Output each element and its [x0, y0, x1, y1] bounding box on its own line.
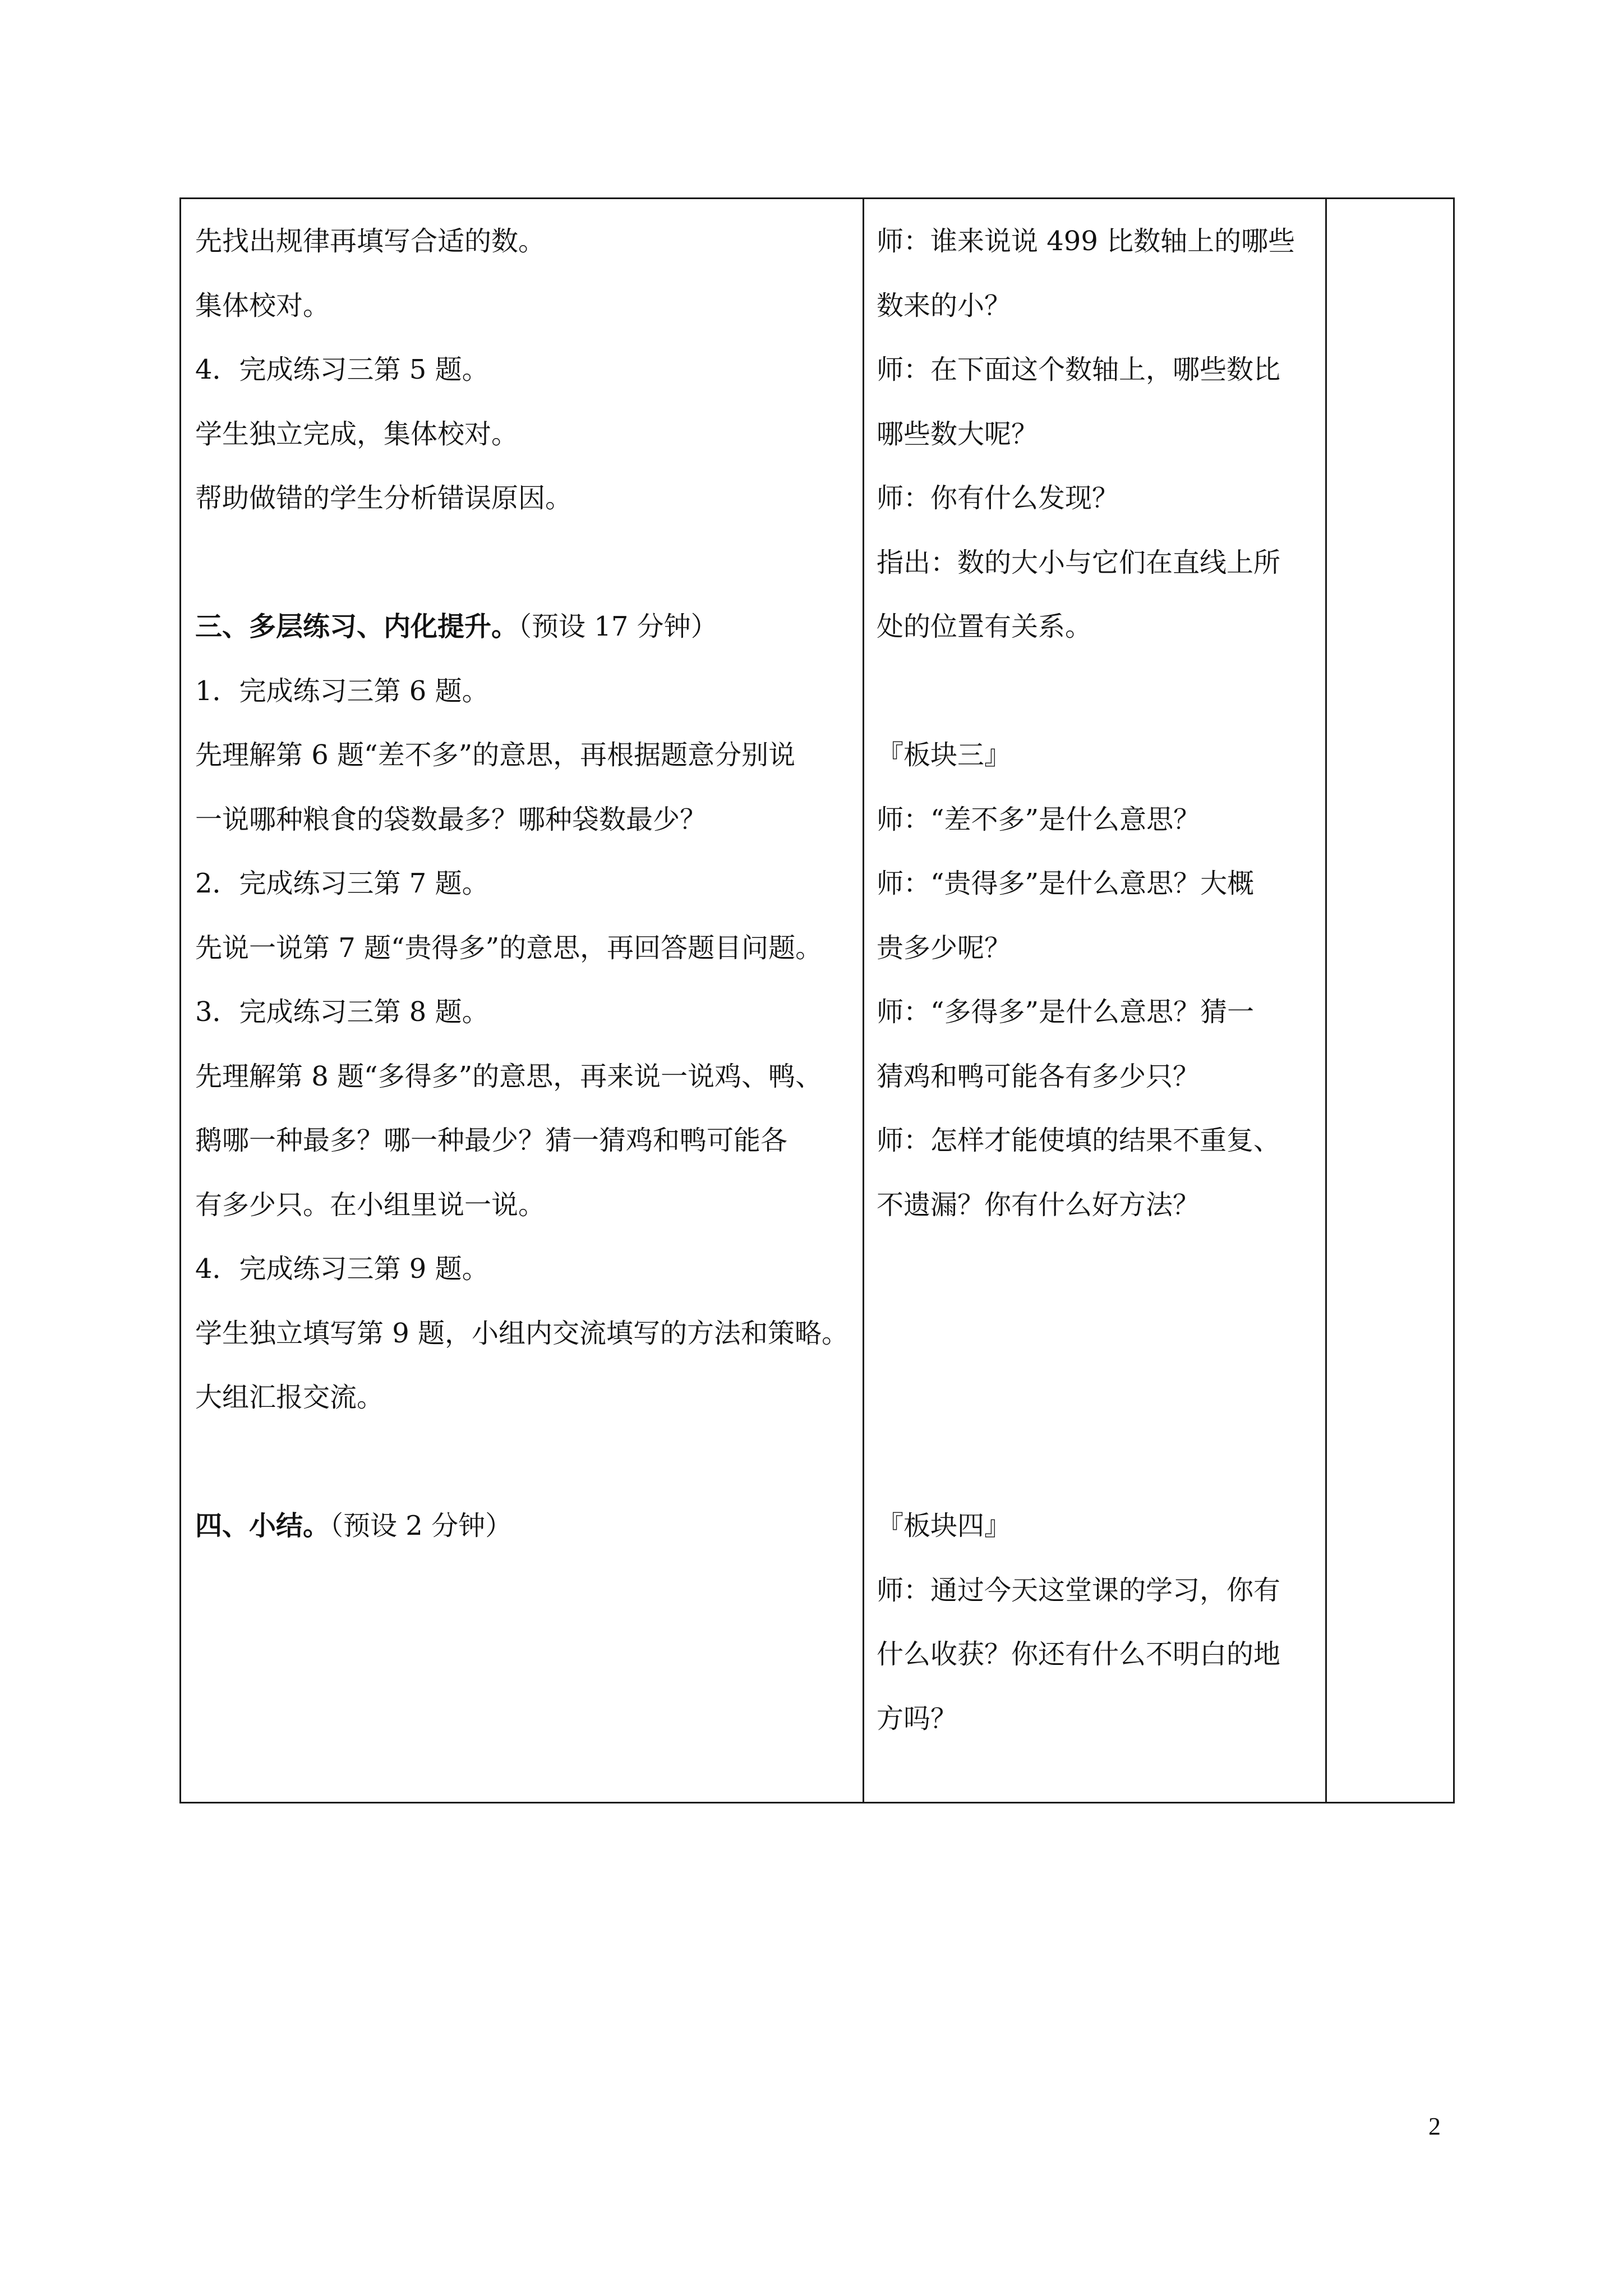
- teacher-line: 师：“差不多”是什么意思？: [877, 803, 1201, 835]
- activity-line: 3．完成练习三第 8 题。: [195, 996, 489, 1028]
- activity-line: 学生独立填写第 9 题，小组内交流填写的方法和策略。: [195, 1317, 849, 1349]
- notes-column: [1328, 199, 1451, 1802]
- activity-line: 4．完成练习三第 5 题。: [195, 354, 489, 385]
- activity-line: 2．完成练习三第 7 题。: [195, 868, 489, 899]
- activity-column: [195, 199, 857, 1558]
- teacher-line: 师：通过今天这堂课的学习，你有: [877, 1574, 1281, 1606]
- teacher-line: [877, 1365, 1314, 1430]
- teacher-line: 方吗？: [877, 1703, 958, 1734]
- teacher-line: 猜鸡和鸭可能各有多少只？: [877, 1060, 1200, 1092]
- teacher-line: 哪些数大呢？: [877, 418, 1039, 450]
- activity-line: 一说哪种粮食的袋数最多？哪种袋数最少？: [195, 803, 707, 835]
- activity-line: 先理解第 6 题“差不多”的意思，再根据题意分别说: [195, 739, 796, 771]
- activity-line: [195, 1494, 857, 1558]
- teacher-line: 贵多少呢？: [877, 932, 1012, 964]
- activity-line: 1．完成练习三第 6 题。: [195, 675, 489, 707]
- teacher-line: 数来的小？: [877, 289, 1012, 321]
- activity-line: 学生独立完成，集体校对。: [195, 418, 519, 450]
- section-time: （预设 17 分钟）: [518, 611, 718, 642]
- activity-line: 帮助做错的学生分析错误原因。: [195, 482, 573, 514]
- activity-line: 有多少只。在小组里说一说。: [195, 1189, 546, 1221]
- activity-line: [195, 595, 857, 659]
- section-heading: 四、小结。: [195, 1510, 330, 1542]
- teacher-line: 『板块三』: [877, 739, 1012, 771]
- teacher-line: 『板块四』: [877, 1510, 1012, 1542]
- teacher-line: 师：你有什么发现？: [877, 482, 1119, 514]
- teacher-line: 师：谁来说说 499 比数轴上的哪些: [877, 226, 1295, 257]
- teacher-line: [877, 1237, 1314, 1301]
- teacher-line: 师：怎样才能使填的结果不重复、: [877, 1125, 1281, 1156]
- teacher-line: [877, 659, 1314, 724]
- section-time: （预设 2 分钟）: [330, 1510, 513, 1542]
- activity-line: 先找出规律再填写合适的数。: [195, 226, 546, 257]
- lesson-plan-table: [179, 197, 1455, 1803]
- activity-line: 鹅哪一种最多？哪一种最少？猜一猜鸡和鸭可能各: [195, 1125, 788, 1156]
- teacher-line: 师：“多得多”是什么意思？猜一: [877, 996, 1255, 1028]
- activity-line: 先理解第 8 题“多得多”的意思，再来说一说鸡、鸭、: [195, 1060, 823, 1092]
- teacher-prompts-column: [877, 199, 1314, 1751]
- activity-line: 4．完成练习三第 9 题。: [195, 1253, 489, 1285]
- teacher-line: 指出：数的大小与它们在直线上所: [877, 546, 1281, 578]
- page-number: 2: [1428, 2113, 1441, 2140]
- activity-line: 先说一说第 7 题“贵得多”的意思，再回答题目问题。: [195, 932, 823, 964]
- teacher-line: 师：“贵得多”是什么意思？大概: [877, 868, 1255, 899]
- teacher-line: [877, 1430, 1314, 1494]
- teacher-line: [877, 1301, 1314, 1366]
- teacher-line: 处的位置有关系。: [877, 611, 1092, 642]
- column-divider-1: [863, 199, 864, 1802]
- teacher-line: 什么收获？你还有什么不明白的地: [877, 1639, 1281, 1670]
- activity-line: [195, 1430, 857, 1494]
- activity-line: 集体校对。: [195, 289, 330, 321]
- activity-line: 大组汇报交流。: [195, 1382, 384, 1413]
- section-heading: 三、多层练习、内化提升。: [195, 611, 519, 642]
- activity-line: [195, 531, 857, 595]
- teacher-line: 师：在下面这个数轴上，哪些数比: [877, 354, 1281, 385]
- column-divider-2: [1325, 199, 1327, 1802]
- teacher-line: 不遗漏？你有什么好方法？: [877, 1189, 1200, 1221]
